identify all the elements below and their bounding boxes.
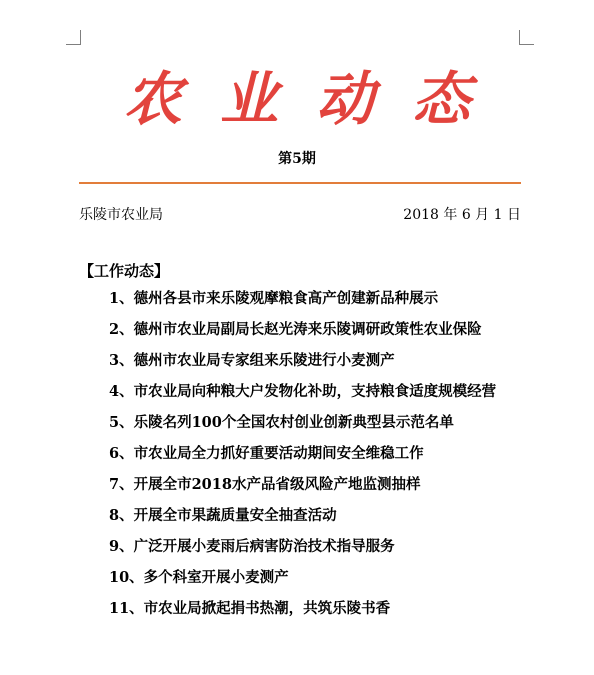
news-list (79, 283, 521, 624)
list-item: 4、市农业局向种粮大户发物化补助，支持粮食适度规模经营 (109, 383, 497, 400)
list-item: 6、市农业局全力抓好重要活动期间安全维稳工作 (109, 445, 424, 462)
list-item: 3、德州市农业局专家组来乐陵进行小麦测产 (109, 352, 395, 369)
publisher: 乐陵市农业局 (79, 207, 163, 223)
list-item: 9、广泛开展小麦雨后病害防治技术指导服务 (109, 538, 395, 555)
list-item: 8、开展全市果蔬质量安全抽查活动 (109, 507, 337, 524)
section-title: 【工作动态】 (79, 262, 170, 280)
list-item: 10、多个科室开展小麦测产 (109, 569, 289, 586)
page-corner-mark-top-right (519, 30, 534, 45)
masthead-title: 农业动态 (123, 65, 508, 133)
list-item: 7、开展全市2018水产品省级风险产地监测抽样 (109, 476, 421, 493)
list-item: 11、市农业局掀起捐书热潮，共筑乐陵书香 (109, 600, 391, 617)
publish-date: 2018 年 6 月 1 日 (403, 207, 521, 223)
list-item: 5、乐陵名列100个全国农村创业创新典型县示范名单 (109, 414, 454, 431)
list-item: 1、德州各县市来乐陵观摩粮食高产创建新品种展示 (109, 290, 439, 307)
issue-number: 第5期 (278, 151, 316, 167)
divider-rule (79, 182, 521, 184)
list-item: 2、德州市农业局副局长赵光涛来乐陵调研政策性农业保险 (109, 321, 482, 338)
page-corner-mark-top-left (66, 30, 81, 45)
